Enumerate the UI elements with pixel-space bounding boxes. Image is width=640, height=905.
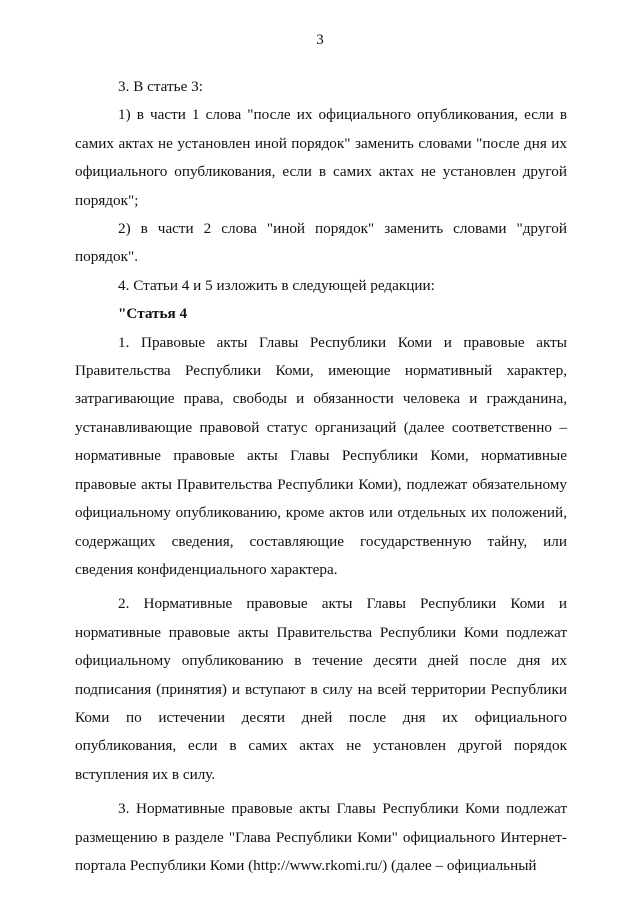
paragraph-article-4-clause-2: 2. Нормативные правовые акты Главы Республики Коми и нормативные правовые акты Правительства Республики Коми подлежат официальному опубликованию в течение десяти дней после дня их подписания (принятия) и вступают в силу на всей территории Республики Коми по истечении десяти дней после дня их официального опубликования, если в самих актах не установлен другой порядок вступления их в силу. (75, 595, 567, 783)
page-number: 3 (316, 32, 324, 48)
paragraph-part-1-amendment: 1) в части 1 слова "после их официального опубликования, если в самих актах не установлен иной порядок" заменить словами "после дня их официального опубликования, если в самих актах не установлен другой порядок"; (75, 106, 567, 209)
paragraph-articles-4-5-intro: 4. Статьи 4 и 5 изложить в следующей редакции: (118, 276, 435, 294)
paragraph-article-3-heading: 3. В статье 3: (118, 78, 203, 95)
paragraph-part-2-amendment: 2) в части 2 слова "иной порядок" заменить словами "другой порядок". (75, 220, 567, 266)
document-body (75, 73, 567, 880)
article-4-heading: "Статья 4 (118, 305, 188, 323)
paragraph-article-4-clause-1: 1. Правовые акты Главы Республики Коми и правовые акты Правительства Республики Коми, имеющие нормативный характер, затрагивающие права, свободы и обязанности человека и гражданина, устанавливающие правовой статус организаций (далее соответственно – нормативные правовые акты Главы Республики Коми, нормативные правовые акты Правительства Республики Коми), подлежат обязательному официальному опубликованию, кроме актов или отдельных их положений, содержащих сведения, составляющие государственную тайну, или сведения конфиденциального характера. (75, 333, 567, 578)
paragraph-article-4-clause-3: 3. Нормативные правовые акты Главы Республики Коми подлежат размещению в разделе "Глава Республики Коми" официального Интернет-портала Республики Коми (http://www.rkomi.ru/) (далее – официальный (75, 800, 567, 874)
